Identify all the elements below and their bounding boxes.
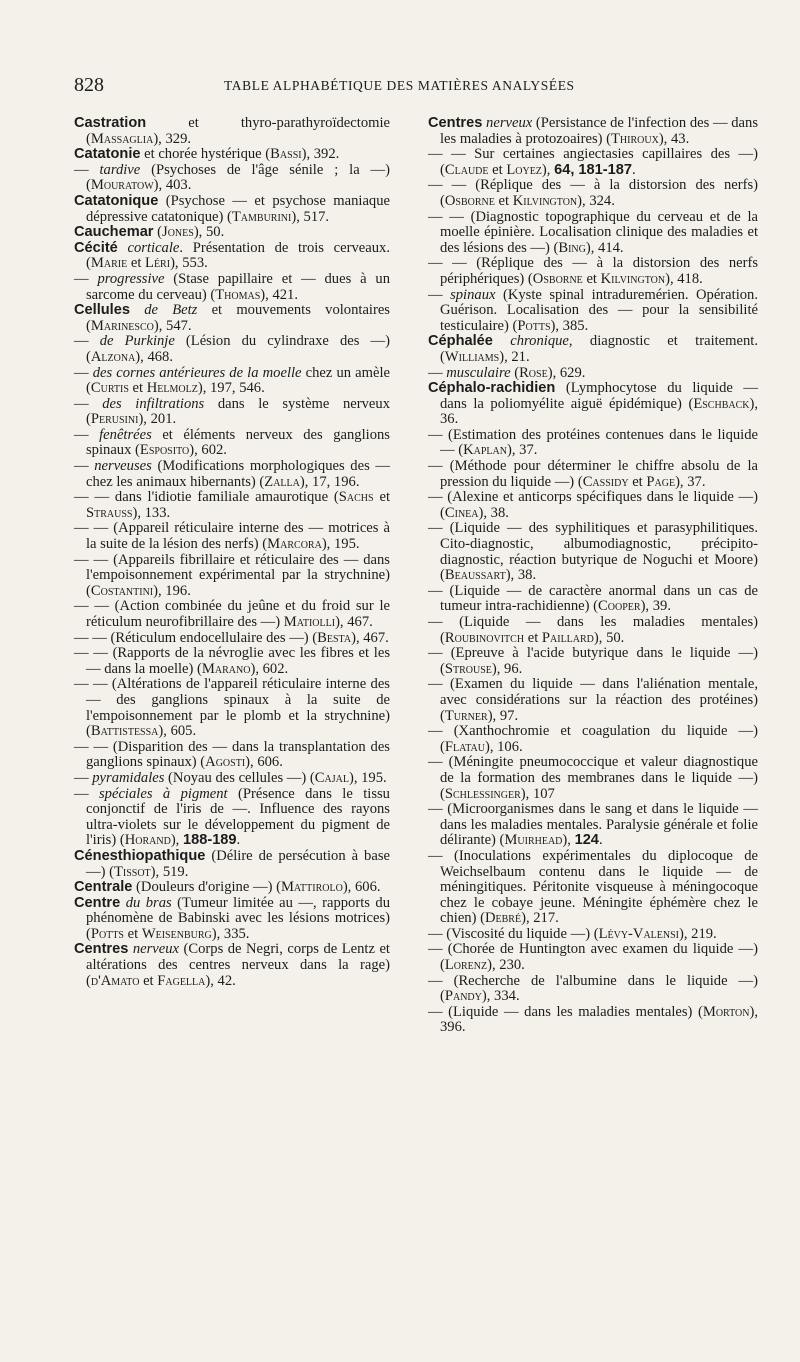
entry-text: .: [632, 161, 636, 178]
entry-text: Besta: [317, 629, 352, 646]
entry-text: ),: [562, 832, 575, 849]
entry-text: pyramidales: [92, 769, 165, 786]
entry-text: ), 195.: [321, 536, 360, 553]
entry-text: Marinesco: [90, 317, 154, 334]
index-entry: [74, 241, 390, 272]
entry-heading: Centrale: [74, 879, 133, 896]
entry-text: — (Alexine et anticorps spécifiques dans le liquide —) (: [428, 489, 758, 521]
entry-text: Mattirolo: [280, 879, 343, 896]
entry-text: [118, 240, 128, 256]
entry-text: spéciales à pigment: [99, 785, 228, 802]
entry-text: 64, 181-187: [554, 161, 632, 178]
index-entry: [74, 740, 390, 771]
entry-text: (Tumeur limitée au —, rapports du phénomène de Babinski avec les lésions motrices) (: [86, 894, 390, 942]
entry-heading: Castration: [74, 115, 147, 131]
index-entry: [428, 942, 758, 973]
entry-text: — — Sur certaines angiectasies capillaires des —) (: [428, 146, 758, 178]
entry-text: ), 403.: [153, 177, 192, 194]
entry-text: (Délire de persécution à base —) (: [86, 847, 390, 880]
entry-text: Horand: [124, 832, 171, 849]
entry-text: —: [74, 426, 100, 443]
index-entry: [74, 459, 390, 490]
entry-text: Battistessa: [90, 723, 159, 740]
entry-heading: Cénesthiopathique: [74, 847, 206, 864]
entry-text: Potts: [517, 317, 551, 334]
index-entry: [74, 428, 390, 459]
entry-text: ), 196.: [153, 582, 191, 599]
entry-text: Flatau: [444, 738, 485, 755]
entry-text: ), 519.: [150, 863, 189, 880]
entry-text: —: [74, 161, 100, 178]
index-entry: [428, 584, 758, 615]
entry-text: .: [236, 832, 241, 849]
entry-text: ), 334.: [481, 988, 520, 1005]
entry-text: (Noyau des cellules —) (: [164, 769, 315, 786]
entry-text: (Corps de Negri, corps de Lentz et altérations des centres nerveux dans la rage) (: [86, 941, 390, 989]
entry-text: , diagnostic et traitement. (: [440, 333, 758, 365]
entry-text: (Douleurs d'origine —) (: [132, 879, 281, 896]
entry-text: ), 201.: [138, 411, 177, 428]
index-entry: [74, 631, 390, 647]
index-entry: [428, 521, 758, 583]
page-header: [74, 74, 764, 98]
entry-text: Muirhead: [504, 832, 563, 849]
entry-text: — (Méthode pour déterminer le chiffre absolu de la pression du liquide —) (: [428, 458, 758, 490]
entry-text: ), 385.: [550, 317, 589, 334]
index-entry: [74, 225, 390, 241]
entry-heading: Céphalo-rachidien: [428, 380, 556, 397]
entry-text: —: [74, 769, 93, 786]
entry-text: et: [628, 473, 647, 490]
entry-text: ), 517.: [291, 208, 330, 225]
entry-text: Pandy: [444, 988, 482, 1005]
entry-text: — — dans l'idiotie familiale amaurotique (: [74, 489, 339, 506]
entry-text: —: [74, 785, 99, 802]
entry-text: du bras: [125, 894, 172, 911]
index-entry: [428, 459, 758, 490]
entry-text: nerveux: [486, 115, 533, 131]
entry-text: — — (Altérations de l'appareil réticulaire interne des — des ganglions spinaux à la suite de l'empoisonnement par le plomb et la strychnine) (: [74, 676, 390, 740]
entry-text: Potts: [90, 925, 124, 942]
entry-text: et: [488, 161, 507, 178]
entry-text: ), 195.: [348, 769, 387, 786]
entry-text: Helmolz: [146, 380, 198, 397]
entry-text: de Betz: [144, 302, 198, 319]
entry-text: —: [74, 395, 103, 412]
entry-text: Cinea: [444, 504, 479, 521]
entry-text: ), 606.: [342, 879, 381, 896]
entry-text: ), 418.: [665, 270, 703, 287]
index-entry: [74, 397, 390, 428]
index-entry: [428, 1005, 758, 1036]
entry-text: ), 17, 196.: [299, 473, 360, 490]
index-entry: [428, 802, 758, 849]
entry-text: — — (Réplique des — à la distorsion des nerfs périphériques) (: [428, 255, 758, 287]
entry-text: Massaglia: [90, 130, 154, 147]
entry-text: Kaplan: [463, 442, 507, 459]
entry-text: ), 197, 546.: [197, 380, 265, 397]
page-number: 828: [74, 74, 104, 96]
entry-text: —: [428, 286, 451, 303]
entry-text: ), 38.: [478, 504, 509, 521]
index-entry: [74, 147, 390, 163]
entry-text: tardive: [99, 161, 141, 178]
entry-heading: Cauchemar: [74, 224, 154, 241]
entry-text: Costantini: [90, 582, 154, 599]
entry-text: ), 21.: [499, 348, 530, 365]
entry-text: — (Microorganismes dans le sang et dans le liquide — dans les maladies mentales. Paralysie générale et folie délirante) (: [428, 801, 758, 849]
entry-text: ), 605.: [158, 723, 197, 740]
index-entry: [428, 428, 758, 459]
entry-text: chez un amèle (: [86, 364, 390, 397]
entry-text: ), 107: [520, 785, 555, 802]
entry-text: (Psychose — et psychose maniaque dépressive catatonique) (: [86, 192, 390, 225]
entry-text: (Modifications morphologiques des — chez les animaux hibernants) (: [86, 458, 391, 490]
entry-text: 124: [574, 832, 599, 849]
entry-text: (Présence dans le tissu conjonctif de l'iris de —. Influence des rayons ultra-violets sur le développement du pigment de l'iris) (: [86, 785, 390, 849]
entry-text: Tissot: [113, 863, 151, 880]
entry-text: Thomas: [215, 286, 261, 303]
entry-text: ), 97.: [487, 707, 519, 724]
entry-text: — — (Réplique des — à la distorsion des nerfs) (: [428, 177, 758, 209]
entry-text: — (Inoculations expérimentales du diplocoque de Weichselbaum contenu dans le liquide — de méningitiques. Péritonite visqueuse à méningocoque chez le cobaye jeune. Méningite éphémère chez le chien) (: [428, 847, 758, 927]
entry-text: — (Xanthochromie et coagulation du liquide —) (: [428, 723, 758, 755]
entry-text: spinaux: [450, 286, 496, 303]
entry-text: ), 553.: [170, 255, 208, 272]
entry-text: Alzona: [90, 348, 136, 365]
entry-text: Tamburini: [231, 208, 292, 225]
entry-text: ), 42.: [205, 972, 236, 989]
index-entry: [428, 147, 758, 178]
entry-text: ), 629.: [547, 364, 586, 381]
index-entry: [428, 210, 758, 257]
entry-text: ), 392.: [301, 146, 340, 163]
index-entry: [74, 646, 390, 677]
entry-text: Kilvington: [512, 192, 578, 209]
entry-text: (: [153, 224, 163, 241]
entry-text: chronique: [510, 333, 569, 350]
entry-text: ), 43.: [658, 130, 690, 147]
index-entry: [74, 303, 390, 334]
entry-text: Cassidy: [582, 473, 629, 490]
entry-heading: Centres: [74, 941, 129, 958]
index-entry: [428, 849, 758, 927]
entry-text: Bassi: [270, 146, 302, 163]
entry-text: Fagella: [157, 972, 206, 989]
index-entry: [74, 771, 390, 787]
entry-text: [130, 302, 144, 318]
entry-text: Lévy-Valensi: [598, 925, 679, 942]
entry-text: Claude: [444, 161, 489, 178]
entry-text: — — (Diagnostic topographique du cerveau et de la moelle épinière. Localisation clinique des maladies et des lésions des —) (: [428, 208, 758, 256]
entry-text: — (Viscosité du liquide —) (: [428, 925, 599, 942]
entry-text: de Purkinje: [99, 333, 175, 350]
entry-heading: Centres: [428, 115, 483, 131]
index-entry: [428, 116, 758, 147]
index-column-left: [74, 116, 390, 989]
entry-text: ),: [170, 832, 183, 849]
entry-text: et mouvements volontaires (: [86, 302, 390, 334]
entry-text: progressive: [97, 270, 165, 287]
entry-text: (: [510, 364, 520, 381]
entry-text: Matiolli: [283, 614, 336, 630]
entry-text: — (Liquide — dans les maladies mentales) (: [428, 1003, 703, 1020]
index-entry: [74, 896, 390, 943]
entry-text: ), 133.: [132, 504, 171, 521]
entry-heading: Centre: [74, 894, 121, 911]
entry-text: —: [74, 270, 98, 287]
entry-text: ), 547.: [153, 317, 192, 334]
entry-text: Roubinovitch: [444, 629, 525, 646]
entry-text: Jones: [162, 224, 194, 241]
entry-text: ), 230.: [487, 957, 525, 974]
index-entry: [428, 974, 758, 1005]
entry-text: Agosti: [205, 754, 246, 771]
entry-text: nerveux: [132, 941, 180, 958]
entry-text: et chorée hystérique (: [140, 146, 271, 163]
entry-text: ), 421.: [260, 286, 298, 303]
running-title: TABLE ALPHABÉTIQUE DES MATIÈRES ANALYSÉES: [224, 78, 575, 93]
entry-text: — (Estimation des protéines contenues dans le liquide — (: [428, 426, 758, 459]
entry-text: Strouse: [444, 660, 492, 677]
entry-text: Marcora: [267, 536, 322, 553]
index-entry: [428, 615, 758, 646]
entry-text: ), 602.: [189, 442, 227, 459]
entry-text: Strauss: [86, 504, 133, 521]
entry-text: et: [139, 972, 158, 989]
entry-text: nerveuses: [94, 458, 152, 475]
entry-text: ), 468.: [135, 348, 173, 365]
entry-text: Zalla: [264, 473, 300, 490]
entry-text: Paillard: [541, 629, 594, 646]
entry-text: Léri: [145, 255, 171, 272]
entry-heading: Catatonie: [74, 146, 141, 163]
entry-text: Lorenz: [444, 957, 488, 974]
entry-text: ), 606.: [245, 754, 283, 771]
entry-text: Osborne: [444, 192, 495, 209]
index-entry: [428, 677, 758, 724]
entry-heading: Cécité: [74, 239, 118, 256]
entry-text: — (Examen du liquide — dans l'aliénation mentale, avec considérations sur la réaction des protéines) (: [428, 676, 758, 724]
entry-text: ), 50.: [593, 629, 625, 646]
entry-text: — (Liquide — des syphilitiques et parasyphilitiques. Cito-diagnostic, albumodiagnostic, précipito-diagnostic, réaction butyrique de Noguchi et Moore) (: [428, 520, 758, 584]
entry-text: (Lésion du cylindraxe des —) (: [86, 333, 390, 365]
entry-text: Williams: [444, 348, 500, 365]
entry-text: dans le système nerveux (: [86, 395, 390, 428]
entry-heading: Céphalée: [428, 333, 493, 350]
entry-text: — (Liquide — dans les maladies mentales) (: [428, 614, 758, 646]
entry-text: ), 50.: [193, 224, 225, 241]
index-entry: [74, 194, 390, 225]
entry-text: Weisenburg: [141, 925, 212, 942]
entry-text: Osborne: [532, 270, 583, 287]
entry-text: (Persistance de l'infection des — dans les maladies à protozoaires) (: [440, 115, 759, 147]
entry-text: ), 324.: [577, 192, 615, 209]
entry-text: Bing: [558, 239, 586, 256]
entry-heading: Catatonique: [74, 192, 159, 209]
entry-text: —: [428, 364, 447, 381]
entry-text: et: [128, 380, 147, 397]
entry-text: — — (Rapports de la névroglie avec les fibres et les — dans la moelle) (: [74, 645, 390, 677]
entry-text: ), 96.: [491, 660, 523, 677]
index-entry: [74, 849, 390, 880]
entry-text: Page: [646, 473, 676, 490]
index-entry: [74, 163, 390, 194]
entry-text: Esposito: [139, 442, 190, 459]
entry-text: — — (Réticulum endocellulaire des —) (: [74, 629, 318, 646]
index-entry: [428, 490, 758, 521]
entry-text: corticale: [127, 239, 180, 256]
entry-text: des infiltrations: [102, 395, 205, 412]
entry-text: — (Recherche de l'albumine dans le liquide —) (: [428, 972, 758, 1005]
entry-text: et thyro-parathyroïdectomie (: [86, 115, 390, 147]
entry-text: Mouratow: [90, 177, 154, 194]
entry-text: Schlessinger: [444, 785, 521, 802]
entry-text: —: [74, 458, 95, 475]
entry-text: ), 602.: [250, 660, 289, 677]
entry-text: — — (Appareil réticulaire interne des — motrices à la suite de la lésion des nerfs) (: [74, 520, 390, 553]
index-entry: [74, 599, 390, 630]
entry-text: [493, 333, 510, 349]
entry-text: ), 37.: [675, 473, 706, 490]
entry-text: des cornes antérieures de la moelle: [92, 364, 302, 381]
entry-text: ), 217.: [521, 910, 559, 927]
index-entry: [74, 366, 390, 397]
entry-text: ), 106.: [484, 738, 523, 755]
entry-text: ), 396.: [440, 1003, 758, 1036]
index-entry: [74, 272, 390, 303]
entry-text: Thiroux: [611, 130, 659, 147]
entry-text: —: [74, 364, 93, 381]
entry-text: — — (Appareils fibrillaire et réticulaire des — dans l'empoisonnement expérimental par la strychnine) (: [74, 551, 390, 599]
entry-text: Kilvington: [600, 270, 666, 287]
index-entry: [74, 521, 390, 552]
entry-text: ), 219.: [679, 925, 717, 942]
entry-text: et éléments nerveux des ganglions spinaux (: [86, 426, 390, 459]
index-entry: [74, 880, 390, 896]
index-entry: [428, 646, 758, 677]
entry-text: Eschback: [693, 395, 750, 412]
entry-heading: Cellules: [74, 302, 130, 319]
index-entry: [74, 677, 390, 739]
index-entry: [428, 256, 758, 287]
entry-text: et: [494, 192, 513, 209]
index-entry: [428, 927, 758, 943]
index-entry: [428, 288, 758, 335]
entry-text: ), 335.: [211, 925, 250, 942]
entry-text: Marano: [201, 660, 251, 677]
entry-text: — — (Action combinée du jeûne et du froid sur le réticulum neurofibrillaire des —): [74, 598, 390, 630]
entry-text: et: [524, 629, 542, 646]
entry-text: musculaire: [446, 364, 511, 381]
entry-text: Cajal: [314, 769, 349, 786]
index-column-right: [428, 116, 758, 1036]
entry-text: . Présentation de trois cerveaux. (: [86, 239, 390, 272]
entry-text: et: [582, 270, 601, 287]
entry-text: ), 414.: [585, 239, 624, 256]
entry-text: ), 467.: [351, 629, 389, 646]
entry-text: (Psychoses de l'âge sénile ; la —) (: [86, 161, 390, 194]
index-entry: [428, 724, 758, 755]
entry-text: 188-189: [182, 832, 237, 849]
entry-text: ), 329.: [153, 130, 192, 147]
entry-text: Sachs: [338, 489, 374, 506]
entry-text: —: [74, 333, 100, 350]
entry-text: et: [127, 255, 146, 272]
entry-text: — (Epreuve à l'acide butyrique dans le liquide —) (: [428, 645, 758, 677]
entry-text: (Kyste spinal intraduremérien. Opération. Guérison. Localisation des — pour la sensibilité testiculaire) (: [440, 286, 758, 334]
index-entry: [74, 490, 390, 521]
entry-text: ), 467.: [335, 614, 373, 630]
index-entry: [428, 755, 758, 802]
entry-text: — (Liquide — de caractère anormal dans un cas de tumeur intra-rachidienne) (: [428, 582, 758, 615]
entry-text: Curtis: [90, 380, 129, 397]
entry-text: Cooper: [598, 598, 641, 615]
entry-text: ),: [541, 161, 555, 178]
entry-text: ), 36.: [440, 395, 758, 428]
entry-text: Debré: [484, 910, 522, 927]
index-entry: [74, 116, 390, 147]
entry-text: ), 37.: [506, 442, 538, 459]
index-entry: [428, 334, 758, 365]
entry-text: ), 38.: [505, 567, 537, 584]
entry-text: Perusini: [90, 411, 139, 428]
entry-text: Rose: [519, 364, 548, 381]
index-entry: [74, 334, 390, 365]
entry-text: (Stase papillaire et — dues à un sarcome du cerveau) (: [86, 270, 390, 303]
entry-text: Loyez: [506, 161, 542, 178]
index-entry: [74, 553, 390, 600]
entry-text: Beaussart: [444, 567, 506, 584]
index-entry: [428, 178, 758, 209]
entry-text: et: [373, 489, 390, 506]
index-entry: [74, 787, 390, 849]
entry-text: Morton: [702, 1003, 750, 1020]
entry-text: — (Chorée de Huntington avec examen du liquide —) (: [428, 941, 758, 974]
entry-text: d'Amato: [90, 972, 140, 989]
index-entry: [74, 942, 390, 989]
index-entry: [428, 381, 758, 428]
entry-text: ), 39.: [640, 598, 671, 615]
entry-text: — (Méningite pneumococcique et valeur diagnostique de la formation des membranes dans le liquide —) (: [428, 754, 758, 802]
entry-text: Marie: [90, 255, 128, 272]
entry-text: Turner: [444, 707, 488, 724]
entry-text: et: [124, 925, 142, 942]
entry-text: fenêtrées: [99, 426, 152, 443]
entry-text: (Lymphocytose du liquide — dans la poliomyélite aiguë épidémique) (: [440, 380, 758, 412]
entry-text: .: [598, 832, 603, 849]
index-entry: [428, 366, 758, 382]
entry-text: — — (Disparition des — dans la transplantation des ganglions spinaux) (: [74, 738, 390, 771]
